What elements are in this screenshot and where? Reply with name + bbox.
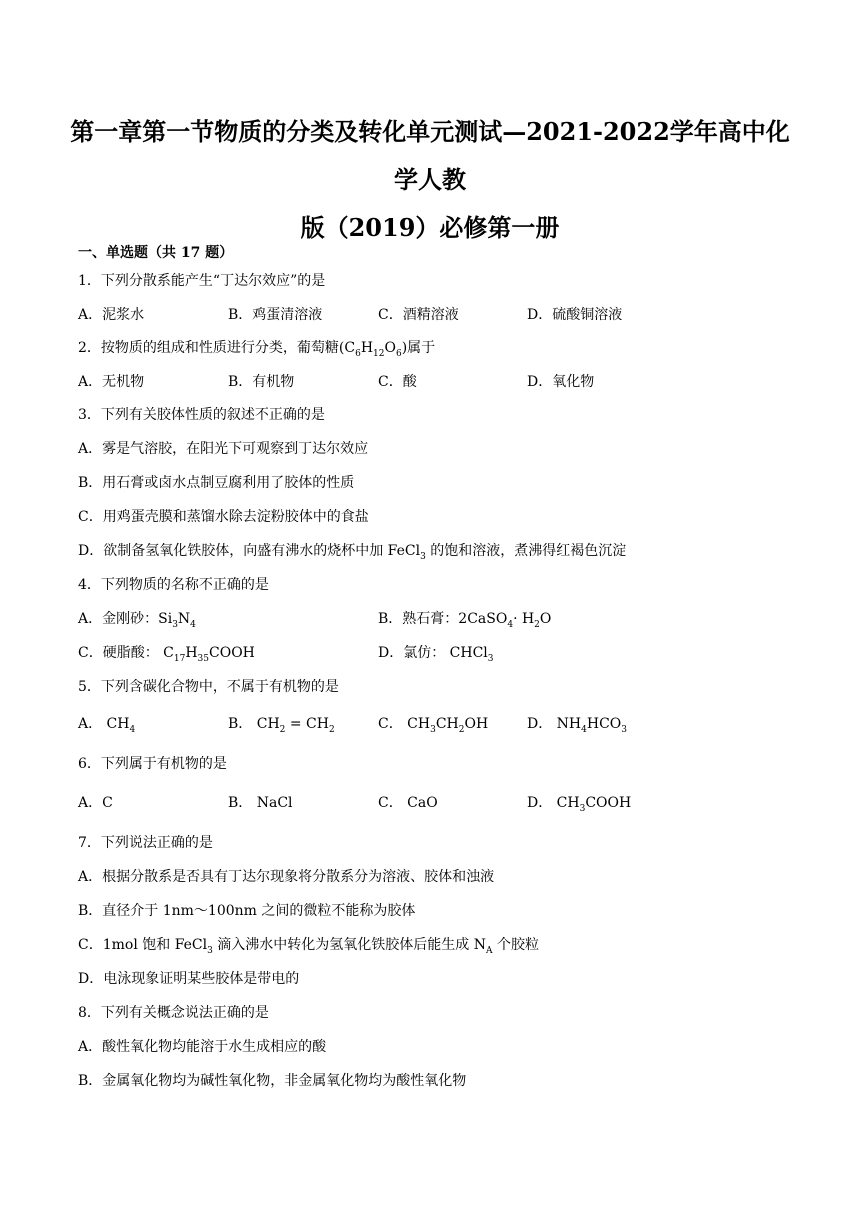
option-d: D．氯仿： CHCl$_3$ <box>378 645 494 664</box>
option-b: B．熟石膏：2CaSO$_4$· $H_2O$ <box>378 611 552 630</box>
option-b: B．鸡蛋清溶液 <box>228 307 323 323</box>
option-b: B．有机物 <box>228 374 295 390</box>
question-6-stem: 6．下列属于有机物的是 <box>78 756 227 772</box>
question-2-stem: 2．按物质的组成和性质进行分类，葡萄糖$(C_6H_{12}O_6)$属于 <box>78 340 436 359</box>
question-3-option-d: D．欲制备氢氧化铁胶体，向盛有沸水的烧杯中加 FeCl$_3$ 的饱和溶液，煮沸得红褐色沉淀 <box>78 543 627 562</box>
question-3-option-a: A．雾是气溶胶，在阳光下可观察到丁达尔效应 <box>78 441 369 457</box>
option-c: C． $CH_3CH_2OH$ <box>378 716 489 735</box>
option-d: D．氧化物 <box>527 374 595 390</box>
question-3-option-b: B．用石膏或卤水点制豆腐利用了胶体的性质 <box>78 475 355 491</box>
option-a: A．泥浆水 <box>78 307 145 323</box>
title-line-2: 版（2019）必修第一册 <box>300 213 560 242</box>
option-a: A．无机物 <box>78 374 145 390</box>
question-8-option-a: A．酸性氧化物均能溶于水生成相应的酸 <box>78 1039 327 1055</box>
page-title <box>60 108 800 252</box>
option-d: D．硫酸铜溶液 <box>527 307 623 323</box>
option-a: A． $CH_4$ <box>78 716 136 735</box>
question-7-option-d: D．电泳现象证明某些胶体是带电的 <box>78 971 300 987</box>
option-a: A．C <box>78 795 113 811</box>
option-d: D． $CH_3COOH$ <box>527 795 632 814</box>
question-7-option-a: A．根据分散系是否具有丁达尔现象将分散系分为溶液、胶体和浊液 <box>78 869 495 885</box>
question-3-stem: 3．下列有关胶体性质的叙述不正确的是 <box>78 407 325 423</box>
question-8-option-b: B．金属氧化物均为碱性氧化物，非金属氧化物均为酸性氧化物 <box>78 1073 467 1089</box>
option-c: C．酒精溶液 <box>378 307 459 323</box>
question-3-option-c: C．用鸡蛋壳膜和蒸馏水除去淀粉胶体中的食盐 <box>78 509 369 525</box>
section-heading: 一、单选题（共 17 题） <box>78 245 234 261</box>
option-c: C．硬脂酸： $C_{17}H_{35}COOH$ <box>78 645 255 664</box>
question-7-option-c: C．1mol 饱和 FeCl$_3$ 滴入沸水中转化为氢氧化铁胶体后能生成 $N_A$ 个胶粒 <box>78 937 539 956</box>
question-8-stem: 8．下列有关概念说法正确的是 <box>78 1005 269 1021</box>
option-d: D． $NH_4HCO_3$ <box>527 716 628 735</box>
question-4-stem: 4．下列物质的名称不正确的是 <box>78 577 269 593</box>
question-5-stem: 5．下列含碳化合物中，不属于有机物的是 <box>78 679 339 695</box>
question-7-option-b: B．直径介于 1nm～100nm 之间的微粒不能称为胶体 <box>78 903 416 919</box>
title-line-1: 第一章第一节物质的分类及转化单元测试—2021-2022学年高中化学人教 <box>70 117 790 194</box>
option-c: C． CaO <box>378 795 438 811</box>
question-7-stem: 7．下列说法正确的是 <box>78 835 213 851</box>
question-1-stem: 1．下列分散系能产生“丁达尔效应”的是 <box>78 273 326 289</box>
option-b: B． $CH_2 = CH_2$ <box>228 716 335 735</box>
option-a: A．金刚砂：$Si_3N_4$ <box>78 611 196 630</box>
option-c: C．酸 <box>378 374 417 390</box>
option-b: B． NaCl <box>228 795 293 811</box>
